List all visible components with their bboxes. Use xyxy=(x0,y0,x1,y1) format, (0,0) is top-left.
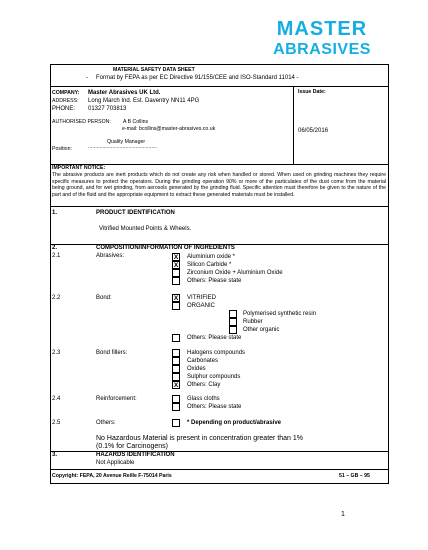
fillers-option-label: Others: Clay xyxy=(187,382,221,388)
company-name: Master Abrasives UK Ltd. xyxy=(88,90,161,96)
fillers-option-label: Carbonates xyxy=(187,358,219,364)
bond-sub-option-label: Polymerised synthetic resin xyxy=(243,311,317,317)
reinforcement-option-label: Glass cloths xyxy=(187,396,220,402)
others-checkbox[interactable] xyxy=(172,419,180,427)
divider xyxy=(50,86,389,87)
authorised-name: A B Collins xyxy=(123,119,149,125)
hazard-statement: No Hazardous Material is present in concentration greater than 1% xyxy=(96,435,303,442)
address-value: Long March Ind. Est. Daventry NN11 4PG xyxy=(88,98,200,104)
phone-value: 01327 703813 xyxy=(88,106,127,112)
bond-checkbox-vitrified[interactable]: X xyxy=(173,295,179,302)
issue-date-value: 06/05/2016 xyxy=(298,128,329,134)
position-dots: ................................................ xyxy=(88,144,158,150)
bond-others-label: Others: Please state xyxy=(187,335,242,341)
fillers-checkbox-oxides[interactable] xyxy=(172,365,180,373)
bond-checkbox-polymerised-resin[interactable] xyxy=(229,310,237,318)
fillers-checkbox-clay[interactable]: X xyxy=(173,382,179,389)
fillers-number: 2.3 xyxy=(52,350,61,356)
bond-number: 2.2 xyxy=(52,295,61,301)
copyright: Copyright: FEPA, 20 Avenue Reille F-75014 Paris xyxy=(52,473,172,479)
format-line: Format by FEPA as per EC Directive 91/155/CEE and ISO-Standard 11014 - xyxy=(96,75,299,81)
section1-content: Vitrified Mounted Points & Wheels. xyxy=(99,226,192,232)
reinforcement-checkbox-glass-cloths[interactable] xyxy=(172,395,180,403)
position-label: Position: xyxy=(52,146,72,152)
phone-label: PHONE: xyxy=(52,106,76,112)
abrasives-label: Abrasives: xyxy=(96,253,125,259)
abrasives-checkbox-aluminium-oxide[interactable]: X xyxy=(173,254,179,261)
others-label: Others: xyxy=(96,420,116,426)
fillers-option-label: Sulphur compounds xyxy=(187,374,241,380)
section1-title: PRODUCT IDENTIFICATION xyxy=(96,210,175,216)
section3-title: HAZARDS IDENTIFICATION xyxy=(96,452,175,458)
bond-sub-option-label: Other organic xyxy=(243,327,280,333)
fillers-checkbox-halogens[interactable] xyxy=(172,349,180,357)
abrasives-number: 2.1 xyxy=(52,253,61,259)
logo-graphic xyxy=(256,18,388,58)
address-label: ADDRESS: xyxy=(52,98,79,104)
section2-number: 2. xyxy=(52,245,58,251)
fillers-checkbox-carbonates[interactable] xyxy=(172,357,180,365)
abrasives-checkbox-others[interactable] xyxy=(172,277,180,285)
fillers-option-label: Oxides xyxy=(187,366,206,372)
email: e-mail: bcollins@master-abrasives.co.uk xyxy=(122,126,216,132)
bond-label: Bond: xyxy=(96,295,112,301)
abrasives-option-label: Zirconium Oxide + Aluminium Oxide xyxy=(187,270,283,276)
abrasives-option-label: Aluminium oxide * xyxy=(187,254,236,260)
bond-checkbox-organic[interactable] xyxy=(172,302,180,310)
reinforcement-checkbox-others[interactable] xyxy=(172,403,180,411)
authorised-label: AUTHORISED PERSON: xyxy=(52,119,111,125)
section1-number: 1. xyxy=(52,210,58,216)
svg-text:ABRASIVES: ABRASIVES xyxy=(273,41,371,58)
sheet-title: MATERIAL SAFETY DATA SHEET xyxy=(113,67,195,73)
abrasives-checkbox-silicon-carbide[interactable]: X xyxy=(173,262,179,269)
notice-title: IMPORTANT NOTICE: xyxy=(52,165,106,171)
format-dash: - xyxy=(86,75,88,81)
bond-checkbox-rubber[interactable] xyxy=(229,318,237,326)
section3-number: 3. xyxy=(52,452,58,458)
reinforcement-label: Reinforcement: xyxy=(96,396,137,402)
hazard-statement-note: (0.1% for Carcinogens) xyxy=(96,443,168,450)
page-number: 1 xyxy=(341,511,345,518)
fillers-option-label: Halogens compounds xyxy=(187,350,246,356)
company-label: COMPANY: xyxy=(52,90,80,96)
reinforcement-option-label: Others: Please state xyxy=(187,404,242,410)
svg-text:MASTER: MASTER xyxy=(276,18,368,40)
fillers-checkbox-sulphur[interactable] xyxy=(172,373,180,381)
bond-option-label: VITRIFIED xyxy=(187,295,217,301)
master-abrasives-logo xyxy=(256,18,388,58)
bond-checkbox-others[interactable] xyxy=(172,334,180,342)
abrasives-checkbox-zirconium-oxide[interactable] xyxy=(172,269,180,277)
divider xyxy=(50,469,389,470)
notice-text: The abrasive products are inert products which do not create any risk when handled or stored. When used on grinding machines they require specific measures to protect the operators. During the grinding operation 90% or more of the particulates of the dust come from the material being ground, and for wet grinding, from aerosols generated by the grinding fluid. Specific attention must therefore be given to the nature of the part and of the fluid and the appropriate equipment to extract these generated materials must be installed. xyxy=(52,172,386,199)
role: Quality Manager xyxy=(107,139,146,145)
reinforcement-number: 2.4 xyxy=(52,396,61,402)
divider xyxy=(50,206,389,207)
bond-checkbox-other-organic[interactable] xyxy=(229,326,237,334)
abrasives-option-label: Silicon Carbide * xyxy=(187,262,232,268)
bond-option-label: ORGANIC xyxy=(187,303,216,309)
form-code: 51 – GB – 95 xyxy=(339,473,370,479)
others-number: 2.5 xyxy=(52,420,61,426)
issue-date-label: Issue Date: xyxy=(298,89,326,95)
issue-date-divider xyxy=(293,86,294,164)
bond-sub-option-label: Rubber xyxy=(243,319,263,325)
fillers-label: Bond fillers: xyxy=(96,350,128,356)
others-note: * Depending on product/abrasive xyxy=(187,420,282,426)
section2-title: COMPOSITION/INFORMATION OF INGREDIENTS xyxy=(96,245,235,251)
section3-content: Not Applicable xyxy=(96,460,135,466)
abrasives-option-label: Others: Please state xyxy=(187,278,242,284)
